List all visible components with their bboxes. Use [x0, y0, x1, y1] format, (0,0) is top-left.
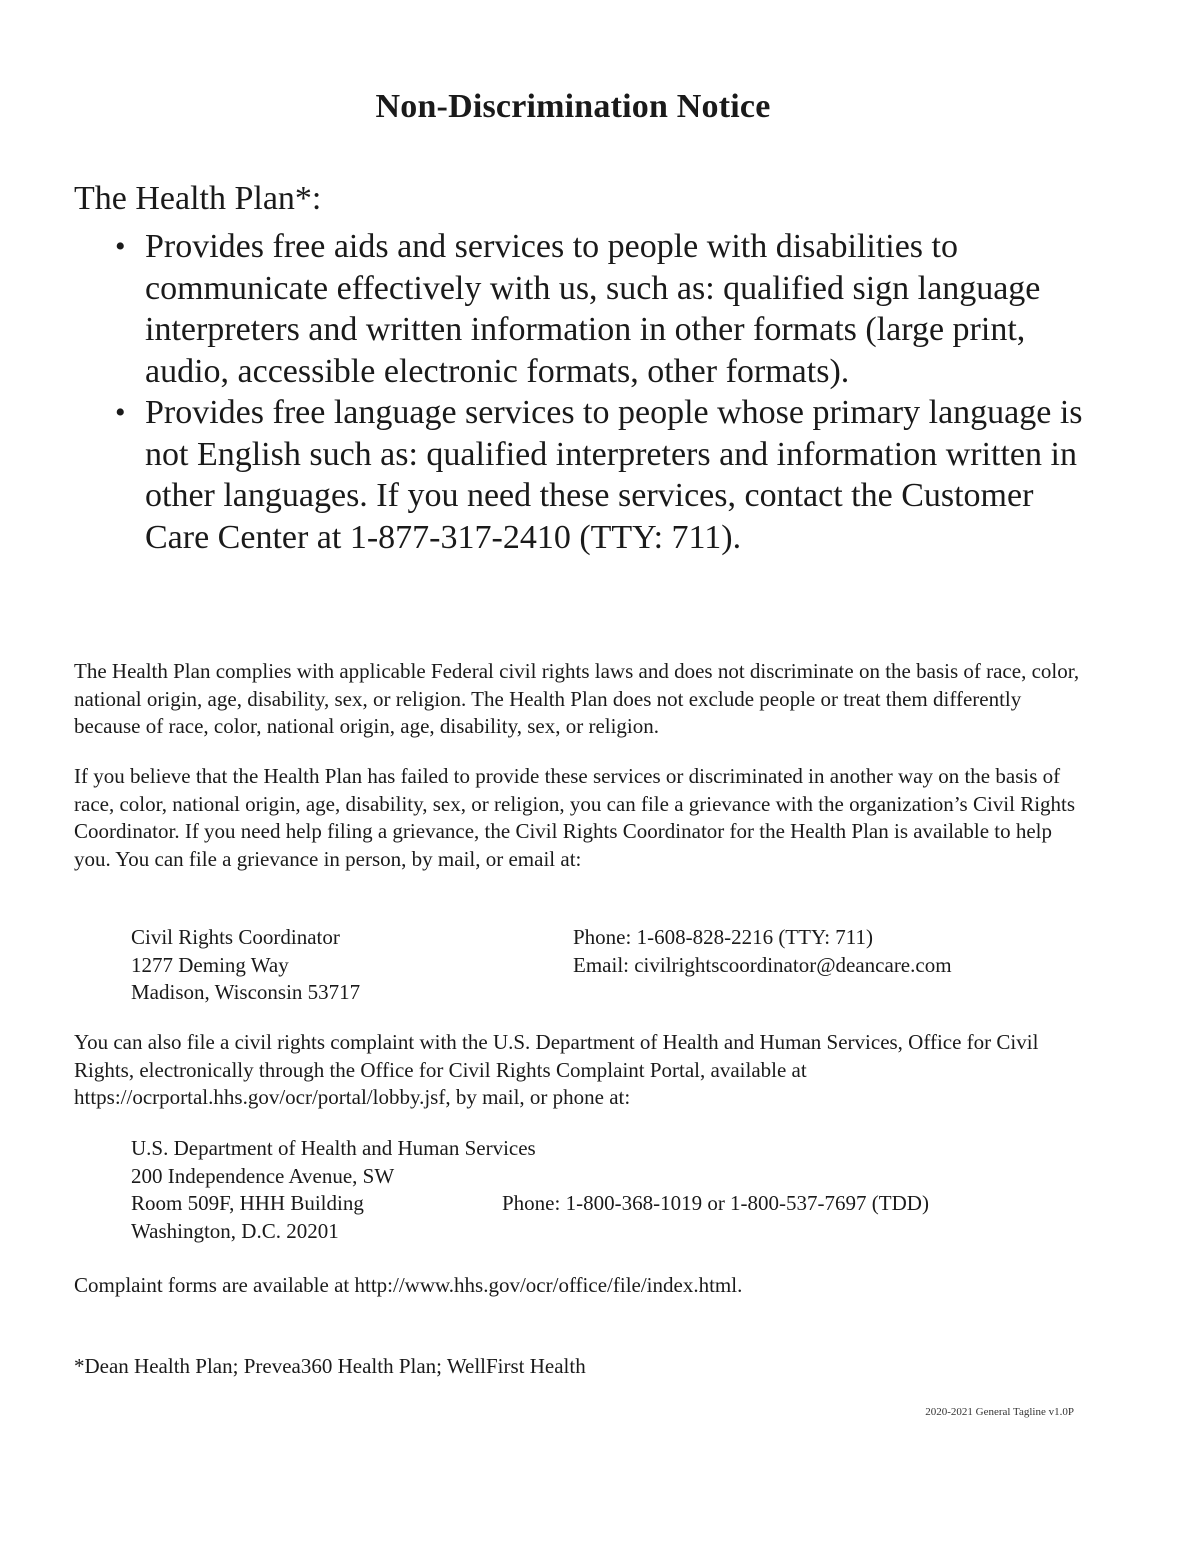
bullet-icon: •	[115, 230, 126, 263]
grievance-paragraph: If you believe that the Health Plan has failed to provide these services or discriminated in another way on the basis of race, color, national origin, age, disability, sex, or religion, you can file a grievance with the organization’s Civil Rights Coordinator. If you need help filing a grievance, the Civil Rights Coordinator for the Health Plan is available to help you. You can file a grievance in person, by mail, or email at:	[74, 764, 1076, 871]
address-line: 1277 Deming Way	[131, 952, 289, 977]
address-line: Civil Rights Coordinator	[131, 925, 340, 949]
bullet-icon: •	[115, 396, 126, 429]
page-title: Non-Discrimination Notice	[375, 88, 771, 125]
list-item	[115, 226, 1085, 392]
coordinator-email: Email: civilrightscoordinator@deancare.com	[573, 952, 952, 977]
coordinator-phone: Phone: 1-608-828-2216 (TTY: 711)	[573, 925, 873, 949]
list-item-text: Provides free aids and services to people with disabilities to communicate effectively with us, such as: qualified sign language interpreters and written information in other formats (large print, audio, accessible electronic formats, other formats).	[145, 228, 1041, 390]
coordinator-address	[131, 924, 360, 1007]
intro-heading: The Health Plan*:	[74, 180, 322, 217]
version-tag: 2020-2021 General Tagline v1.0P	[925, 1406, 1074, 1418]
hhs-complaint-paragraph: You can also file a civil rights complaint with the U.S. Department of Health and Human Services, Office for Civil Rights, electronically through the Office for Civil Rights Complaint Portal, available at https://ocrportal.hhs.gov/ocr/portal/lobby.jsf, by mail, or phone at:	[74, 1030, 1039, 1109]
services-list	[115, 226, 1085, 558]
list-item	[115, 392, 1085, 558]
hhs-address	[131, 1135, 536, 1245]
address-line: U.S. Department of Health and Human Services	[131, 1136, 536, 1160]
coordinator-contact	[573, 924, 952, 979]
hhs-contact	[502, 1190, 929, 1218]
address-line: Madison, Wisconsin 53717	[131, 980, 361, 1004]
complaint-forms-paragraph: Complaint forms are available at http://www.hhs.gov/ocr/office/file/index.html.	[74, 1273, 743, 1297]
footnote: *Dean Health Plan; Prevea360 Health Plan; WellFirst Health	[74, 1354, 586, 1378]
list-item-text: Provides free language services to people whose primary language is not English such as: qualified interpreters and information written in other languages. If you need these services, contact the Customer Care Center at 1-877-317-2410 (TTY: 711).	[145, 394, 1083, 556]
compliance-paragraph: The Health Plan complies with applicable Federal civil rights laws and does not discriminate on the basis of race, color, national origin, age, disability, sex, or religion. The Health Plan does not exclude people or treat them differently because of race, color, national origin, age, disability, sex, or religion.	[74, 659, 1080, 738]
address-line: Room 509F, HHH Building	[131, 1191, 364, 1215]
address-line: 200 Independence Avenue, SW	[131, 1163, 395, 1188]
address-line: Washington, D.C. 20201	[131, 1218, 339, 1243]
hhs-phone: Phone: 1-800-368-1019 or 1-800-537-7697 (TDD)	[502, 1191, 929, 1215]
